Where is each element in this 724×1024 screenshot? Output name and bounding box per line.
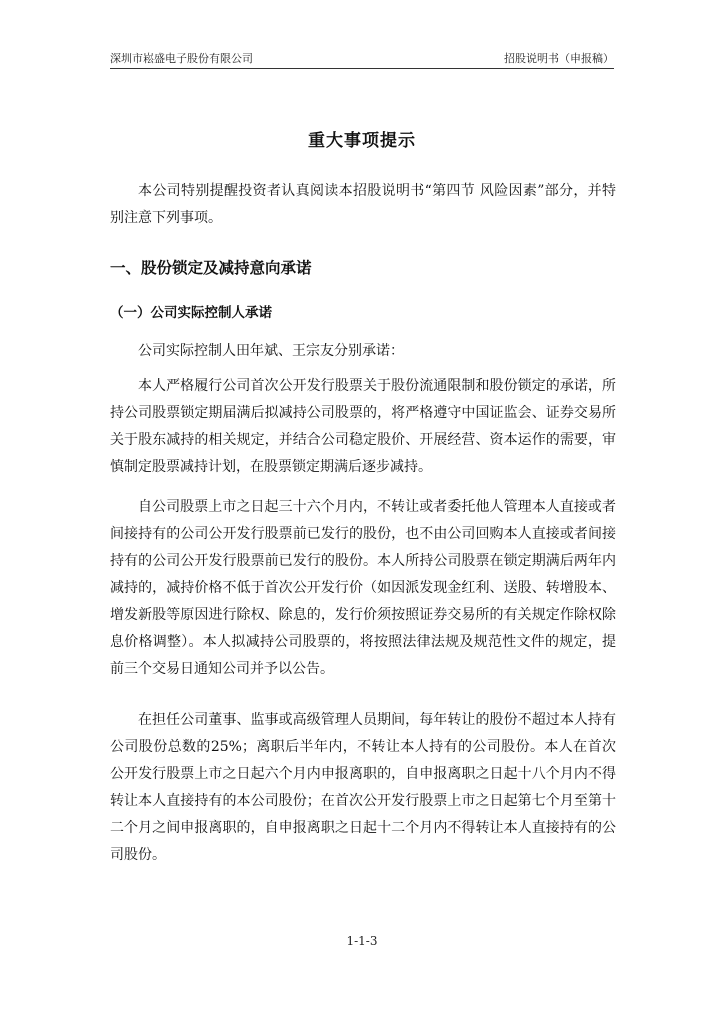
page-number: 1-1-3 bbox=[346, 934, 378, 948]
header-company: 深圳市崧盛电子股份有限公司 bbox=[110, 52, 253, 65]
section-heading: 一、股份锁定及减持意向承诺 bbox=[110, 259, 312, 277]
header-rule bbox=[110, 68, 614, 69]
body-paragraph: 自公司股票上市之日起三十六个月内，不转让或者委托他人管理本人直接或者间接持有的公司公开发行股票前已发行的股份，也不由公司回购本人直接或者间接持有的公司公开发行股票前已发行的股份。本人所持公司股票在锁定期满后两年内减持的，减持价格不低于首次公开发行价（如因派发现金红利、送股、转增股本、增发新股等原因进行除权、除息的，发行价须按照证券交易所的有关规定作除权除息价格调整）。本人拟减持公司股票的，将按照法律法规及规范性文件的规定，提前三个交易日通知公司并予以公告。 bbox=[110, 499, 616, 677]
body-paragraph: 公司实际控制人田年斌、王宗友分别承诺： bbox=[138, 343, 404, 359]
header-doc-type: 招股说明书（申报稿） bbox=[504, 52, 614, 65]
intro-block bbox=[110, 178, 616, 232]
body-paragraph: 在担任公司董事、监事或高级管理人员期间，每年转让的股份不超过本人持有公司股份总数的25%；离职后半年内，不转让本人持有的公司股份。本人在首次公开发行股票上市之日起六个月内申报离职的，自申报离职之日起十八个月内不得转让本人直接持有的本公司股份；在首次公开发行股票上市之日起第七个月至第十二个月之间申报离职的，自申报离职之日起十二个月内不得转让本人直接持有的公司股份。 bbox=[110, 712, 616, 863]
body-paragraph-3-block bbox=[110, 494, 616, 683]
intro-paragraph: 本公司特别提醒投资者认真阅读本招股说明书“第四节 风险因素”部分，并特别注意下列事项。 bbox=[110, 183, 616, 226]
page-header bbox=[110, 50, 614, 66]
body-paragraph-4-block bbox=[110, 707, 616, 869]
body-paragraph: 本人严格履行公司首次公开发行股票关于股份流通限制和股份锁定的承诺，所持公司股票锁定期届满后拟减持公司股票的，将严格遵守中国证监会、证券交易所关于股东减持的相关规定，并结合公司稳定股价、开展经营、资本运作的需要，审慎制定股票减持计划，在股票锁定期满后逐步减持。 bbox=[110, 378, 616, 475]
body-paragraph-2-block bbox=[110, 373, 616, 481]
subsection-heading: （一）公司实际控制人承诺 bbox=[110, 305, 272, 321]
body-paragraph-1-block bbox=[110, 338, 616, 365]
page-title: 重大事项提示 bbox=[308, 131, 416, 151]
